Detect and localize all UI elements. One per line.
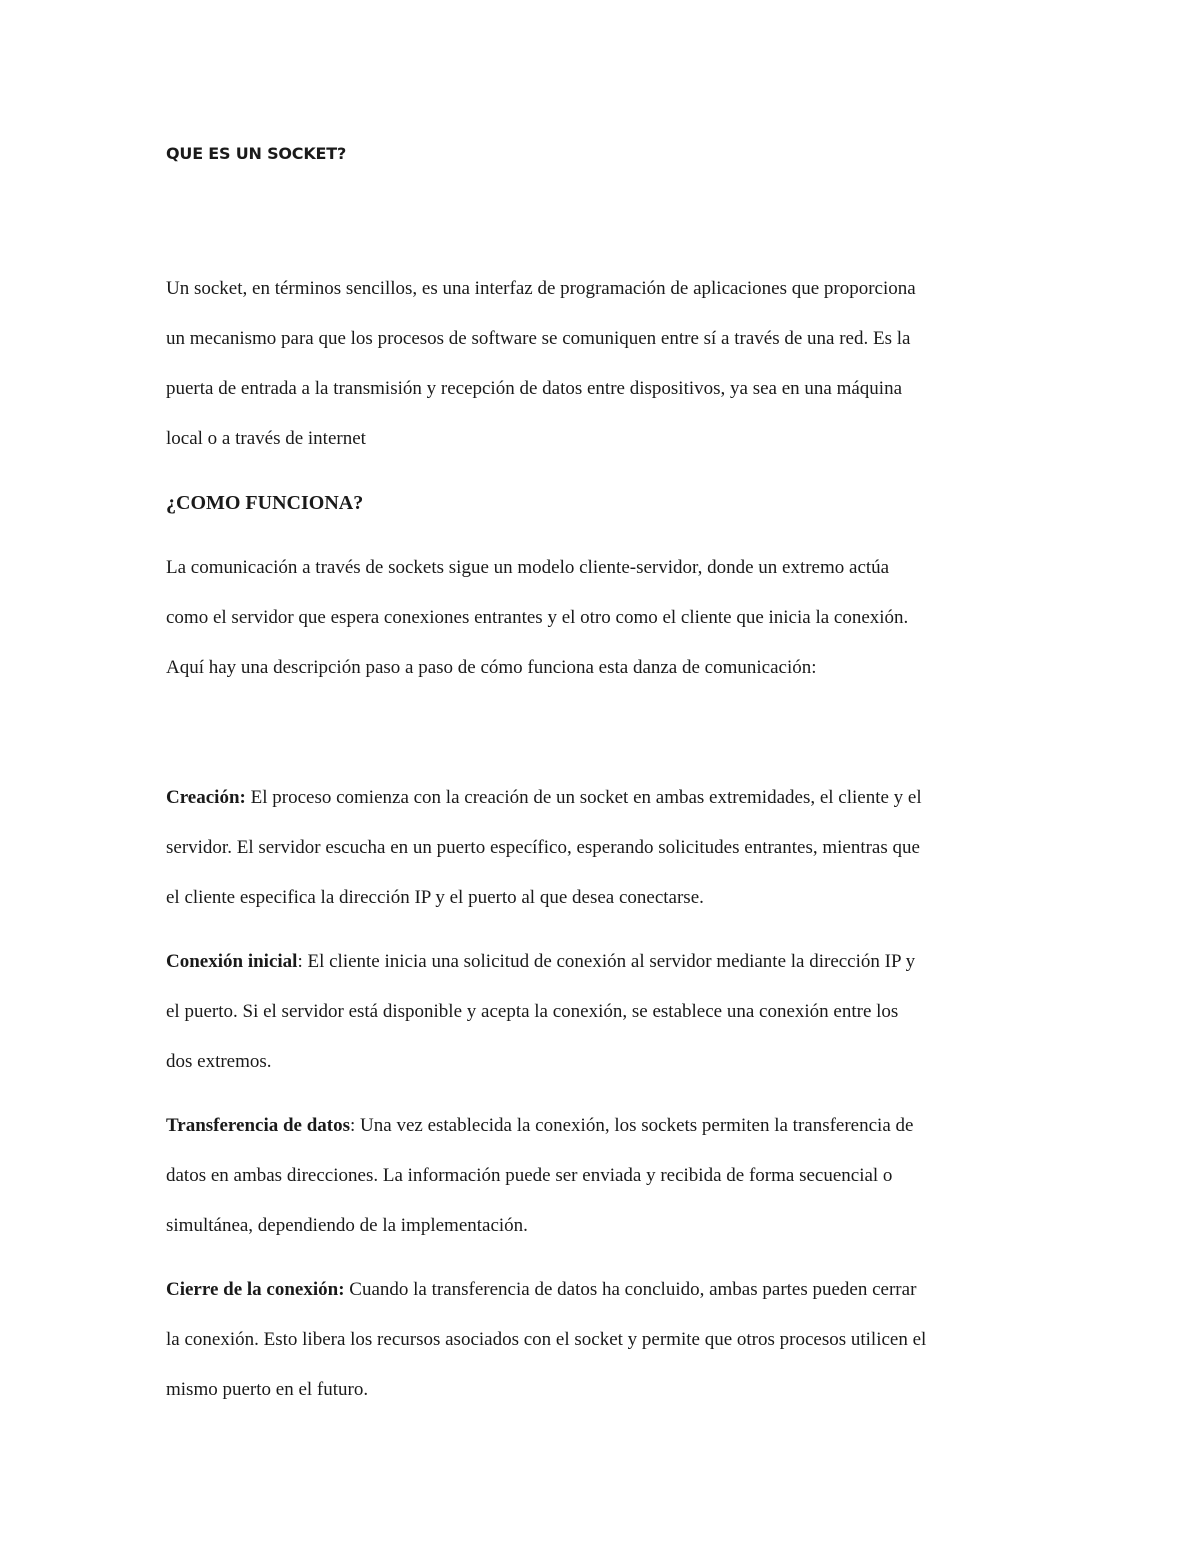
step-creation [166, 773, 1046, 923]
step-line: simultánea, dependiendo de la implementación. [166, 1215, 528, 1236]
how-it-works-line: La comunicación a través de sockets sigue un modelo cliente-servidor, donde un extremo actúa [166, 557, 890, 578]
step-text: El proceso comienza con la creación de un socket en ambas extremidades, el cliente y el [245, 787, 922, 808]
step-term: Cierre de la conexión: [166, 1279, 345, 1300]
step-line: el cliente especifica la dirección IP y el puerto al que desea conectarse. [166, 887, 704, 908]
step-line [166, 773, 1046, 823]
step-line: el puerto. Si el servidor está disponible y acepta la conexión, se establece una conexión entre los [166, 1001, 899, 1022]
step-term: Conexión inicial [166, 951, 298, 972]
step-data-transfer [166, 1101, 1046, 1251]
how-it-works-line: como el servidor que espera conexiones entrantes y el otro como el cliente que inicia la conexión. [166, 607, 909, 628]
step-term: Creación: [166, 787, 246, 808]
how-it-works-paragraph [166, 543, 1046, 693]
how-it-works-line: Aquí hay una descripción paso a paso de cómo funciona esta danza de comunicación: [166, 657, 817, 678]
step-line [166, 1101, 1046, 1151]
document-title: QUE ES UN SOCKET? [166, 144, 347, 163]
intro-line: un mecanismo para que los procesos de software se comuniquen entre sí a través de una red. Es la [166, 328, 911, 349]
intro-line: local o a través de internet [166, 428, 366, 449]
step-line: dos extremos. [166, 1051, 272, 1072]
step-connection-close [166, 1265, 1046, 1415]
step-text: : Una vez establecida la conexión, los sockets permiten la transferencia de [350, 1115, 914, 1136]
section-heading: ¿COMO FUNCIONA? [166, 492, 364, 514]
step-line: servidor. El servidor escucha en un puerto específico, esperando solicitudes entrantes, mientras que [166, 837, 920, 858]
step-line: datos en ambas direcciones. La información puede ser enviada y recibida de forma secuencial o [166, 1165, 893, 1186]
step-line: la conexión. Esto libera los recursos asociados con el socket y permite que otros procesos utilicen el [166, 1329, 927, 1350]
step-initial-connection [166, 937, 1046, 1087]
intro-line: Un socket, en términos sencillos, es una interfaz de programación de aplicaciones que proporciona [166, 278, 916, 299]
step-line [166, 1265, 1046, 1315]
intro-line: puerta de entrada a la transmisión y recepción de datos entre dispositivos, ya sea en una máquina [166, 378, 902, 399]
step-term: Transferencia de datos [166, 1115, 351, 1136]
step-line: mismo puerto en el futuro. [166, 1379, 369, 1400]
intro-paragraph [166, 264, 1046, 464]
step-text: : El cliente inicia una solicitud de conexión al servidor mediante la dirección IP y [297, 951, 916, 972]
step-text: Cuando la transferencia de datos ha concluido, ambas partes pueden cerrar [344, 1279, 917, 1300]
step-line [166, 937, 1046, 987]
